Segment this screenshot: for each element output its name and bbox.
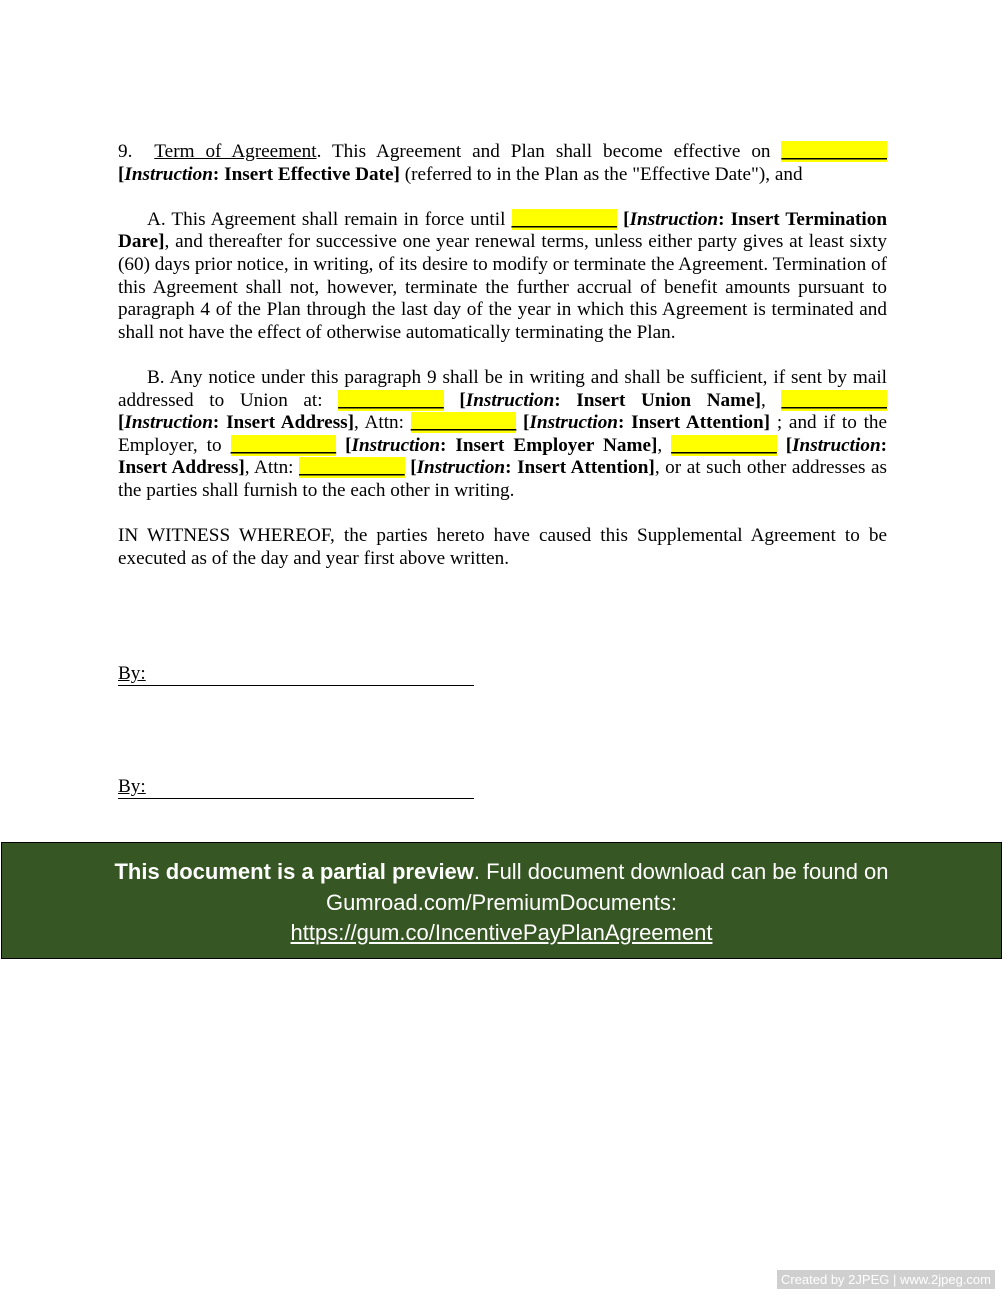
union-attention-blank[interactable]: ___________ (410, 412, 517, 434)
section-9-paragraph: 9. Term of Agreement. This Agreement and Plan shall become effective on ___________ [Instruction: Insert Effective Date] (referred to in the Plan as the "Effective Date"), and (118, 141, 888, 185)
banner-download-link[interactable]: https://gum.co/IncentivePayPlanAgreement (290, 920, 713, 945)
banner-bold-text: This document is a partial preview (114, 859, 474, 884)
signature-line-2[interactable] (118, 776, 474, 799)
employer-address-blank[interactable]: ___________ (671, 434, 777, 456)
union-attention-instruction: [Instruction: Insert Attention] (523, 412, 771, 434)
signature-label-1: By: (118, 663, 146, 684)
signature-line-1[interactable] (118, 663, 474, 686)
section-number: 9. (118, 141, 133, 162)
union-address-blank[interactable]: ___________ (781, 389, 887, 411)
document-body (118, 141, 887, 593)
effective-date-instruction: [Instruction: Insert Effective Date] (118, 163, 400, 185)
employer-attention-blank[interactable]: ___________ (299, 457, 405, 479)
preview-banner (1, 842, 1002, 959)
paragraph-a: A. This Agreement shall remain in force until ___________ [Instruction: Insert Termination Dare], and thereafter for successive one year renewal terms, unless either party gives at least sixty (60) days prior notice, in writing, of its desire to modify or terminate the Agreement. Termination of this Agreement shall not, however, terminate the further accrual of benefit amounts pursuant to paragraph 4 of the Plan through the last day of the year in which this Agreement is terminated and shall not have the effect of otherwise automatically terminating the Plan. (118, 208, 888, 343)
employer-name-instruction: [Instruction: Insert Employer Name] (345, 434, 658, 456)
section-heading: Term of Agreement (154, 141, 317, 162)
union-address-instruction: [Instruction: Insert Address] (118, 412, 355, 434)
watermark: Created by 2JPEG | www.2jpeg.com (777, 1270, 995, 1289)
termination-date-instruction: [Instruction: Insert Termination Dare] (118, 208, 888, 253)
effective-date-blank[interactable]: ___________ (781, 141, 888, 162)
witness-paragraph: IN WITNESS WHEREOF, the parties hereto have caused this Supplemental Agreement to be executed as of the day and year first above written. (118, 525, 887, 569)
termination-date-blank[interactable]: ___________ (511, 208, 618, 230)
signature-label-2: By: (118, 776, 146, 797)
paragraph-b: B. Any notice under this paragraph 9 shall be in writing and shall be sufficient, if sent by mail addressed to Union at: ___________ [Instruction: Insert Union Name], ___________ [Instruction: Insert Address], Attn: ___________ [Instruction: Insert Attention] ; and if to the Employer, to ___________ [Instruction: Insert Employer Name], ___________ [Instruction: Insert Address], Attn: ___________ [Instruction: Insert Attention], or at such other addresses as the parties shall furnish to the each other in writing. (118, 366, 888, 501)
union-name-blank[interactable]: ___________ (338, 389, 444, 411)
employer-address-instruction: [Instruction: Insert Address] (118, 434, 888, 479)
banner-text: . Full document download can be found on Gumroad.com/PremiumDocuments: (326, 859, 889, 915)
employer-name-blank[interactable]: ___________ (230, 434, 337, 456)
employer-attention-instruction: [Instruction: Insert Attention] (410, 457, 655, 479)
union-name-instruction: [Instruction: Insert Union Name] (459, 389, 762, 411)
